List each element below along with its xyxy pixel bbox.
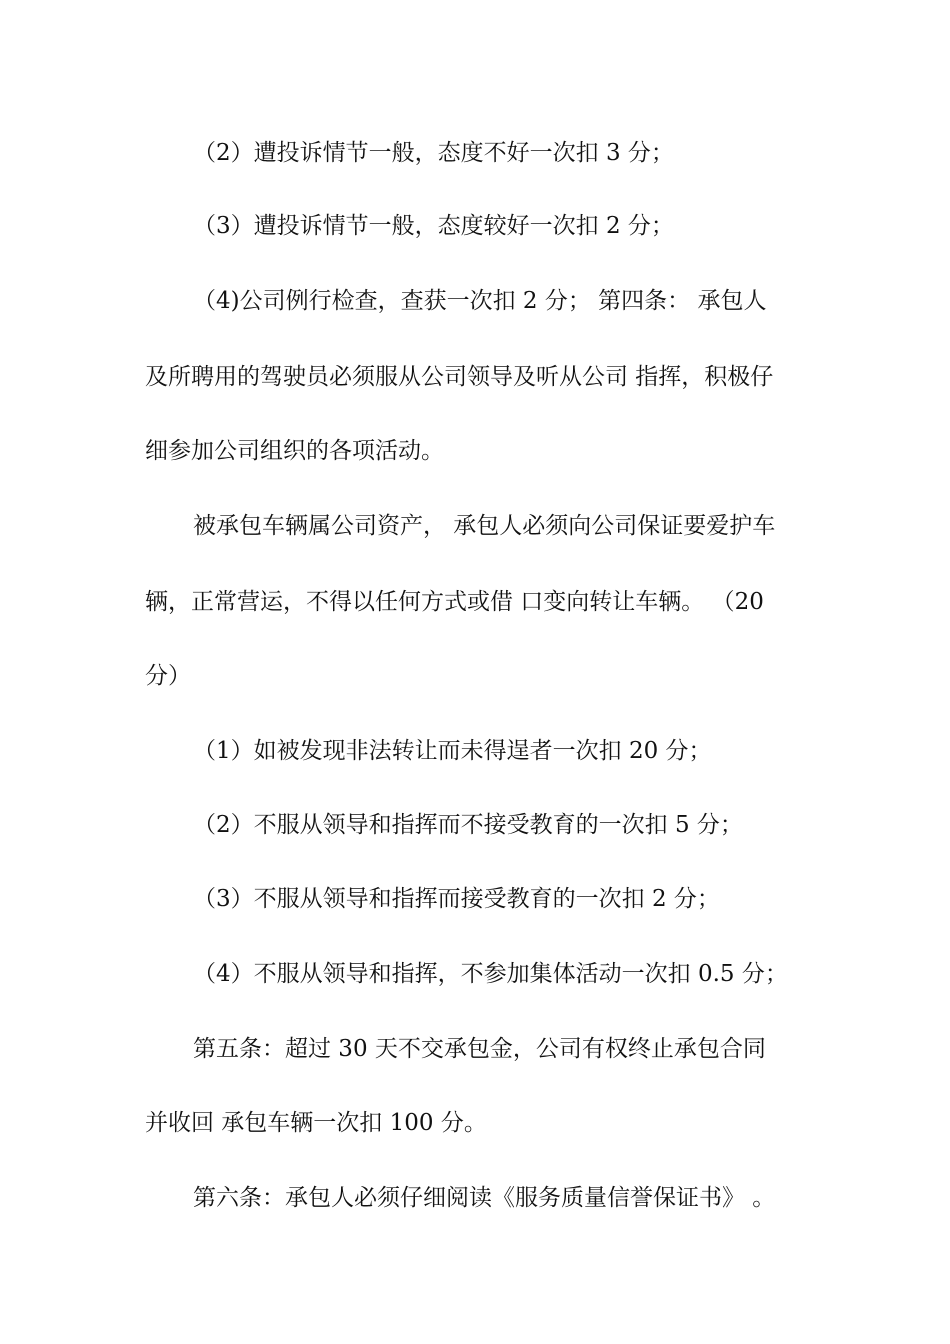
paragraph-line: （1）如被发现非法转让而未得逞者一次扣 20 分； bbox=[193, 738, 712, 764]
paragraph-line: 辆，正常营运，不得以任何方式或借 口变向转让车辆。 （20 bbox=[145, 589, 764, 615]
paragraph-line: 并收回 承包车辆一次扣 100 分。 bbox=[145, 1110, 487, 1136]
paragraph-line: 细参加公司组织的各项活动。 bbox=[145, 438, 444, 464]
paragraph-line: 第六条：承包人必须仔细阅读《服务质量信誉保证书》 。 bbox=[193, 1185, 776, 1211]
paragraph-line: 被承包车辆属公司资产， 承包人必须向公司保证要爱护车 bbox=[193, 513, 776, 539]
paragraph-line: 分） bbox=[145, 663, 191, 689]
paragraph-line: （3）遭投诉情节一般，态度较好一次扣 2 分； bbox=[193, 213, 674, 239]
paragraph-line: （2）遭投诉情节一般，态度不好一次扣 3 分； bbox=[193, 140, 674, 166]
paragraph-line: 及所聘用的驾驶员必须服从公司领导及听从公司 指挥，积极仔 bbox=[145, 364, 774, 390]
paragraph-line: （3）不服从领导和指挥而接受教育的一次扣 2 分； bbox=[193, 886, 720, 912]
paragraph-line: （4）不服从领导和指挥，不参加集体活动一次扣 0.5 分； bbox=[193, 961, 788, 987]
paragraph-line: 第五条：超过 30 天不交承包金，公司有权终止承包合同 bbox=[193, 1036, 766, 1062]
paragraph-line: （2）不服从领导和指挥而不接受教育的一次扣 5 分； bbox=[193, 812, 743, 838]
paragraph-line: （4)公司例行检查，查获一次扣 2 分； 第四条： 承包人 bbox=[193, 288, 767, 314]
